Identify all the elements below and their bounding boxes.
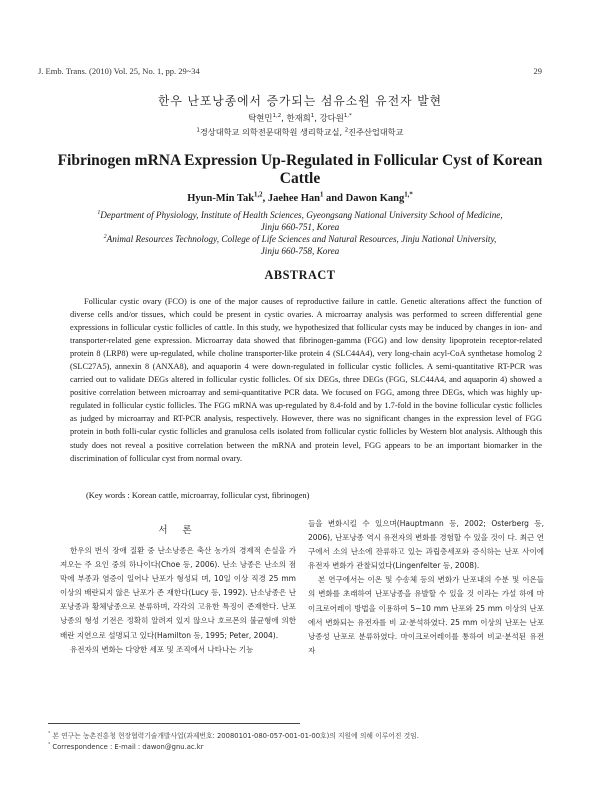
- journal-citation: J. Emb. Trans. (2010) Vol. 25, No. 1, pp. 29~34: [38, 66, 200, 76]
- korean-affiliation-2: 진주산업대학교: [348, 127, 404, 137]
- affil-sup: 2: [103, 233, 107, 240]
- intro-paragraph-3: 본 연구에서는 이온 및 수송체 등의 변화가 난포내의 수분 및 이온들의 변화를 초래하여 난포낭종을 유발할 수 있을 것 이라는 가설 하에 마이크로어레이 방법을 이용하여 5~10 mm 난포와 25 mm 이상의 난포에서 변화되는 유전자를 비 교·분석하였다. 25 mm 이상의 난포는 난포낭종성 난포로 분류하였다. 마이크로어레이를 통하여 비교·분석된 유전자: [308, 575, 545, 655]
- intro-paragraph-1: 한우의 번식 장애 질환 중 난소낭종은 축산 농가의 경제적 손실을 가져오는 주 요인 중의 하나이다(Choe 등, 2006). 난소 낭종은 난소의 점막에 부종과 염증이 일어나 난포가 형성되 며, 10일 이상 직경 25 mm 이상의 배란되지 않은 난포가 존 재한다(Lucy 등, 1992). 난소낭종은 난포낭종과 황체낭종으로 분류하며, 각각의 고유한 특징이 존재한다. 난포낭종의 형성 기전은 정확히 알려져 있지 않으나 호르몬의 불균형에 의한 배란 지연으로 설명되고 있다(Hamilton 등, 1995; Peter, 2004).: [60, 546, 297, 640]
- english-title: Fibrinogen mRNA Expression Up-Regulated in Follicular Cyst of Korean Cattle: [57, 152, 543, 187]
- author-sup: 1,2: [272, 113, 282, 120]
- affil-sup: 1: [97, 209, 101, 216]
- korean-affiliations: [0, 127, 600, 138]
- korean-title: 한우 난포낭종에서 증가되는 섬유소원 유전자 발현: [157, 94, 443, 108]
- korean-author: 강다원: [319, 113, 344, 123]
- english-author: Jaehee Han: [267, 193, 321, 204]
- funding-footnote: * 본 연구는 농촌진흥청 현장협력기술개발사업(과제번호: 20080101-080-057-001-01-00호)의 지원에 의해 이루어진 것임.: [48, 731, 419, 740]
- intro-heading: 서 론: [158, 525, 198, 536]
- intro-paragraph-2: 유전자의 변화는 다양한 세포 및 조직에서 나타나는 기능: [70, 644, 254, 654]
- intro-left-column: [60, 544, 296, 657]
- affiliation-line: $^2$Animal Resources Technology, College of Life Sciences and Natural Resources, Jinju National University,: [103, 233, 497, 244]
- korean-authors: 탁현민$^{1,2}$, 한재희$^1$, 강다원$^{1,*}$: [248, 113, 352, 123]
- abstract-heading: ABSTRACT: [264, 268, 336, 282]
- english-author: Dawon Kang: [345, 193, 405, 204]
- affil-sup: 1: [196, 127, 200, 134]
- english-authors: Hyun-Min Tak$^{1,2}$, Jaehee Han$^1$ and Dawon Kang$^{1,*}$: [187, 191, 413, 204]
- author-sup: 1: [310, 113, 315, 120]
- affil-sup: 2: [344, 127, 349, 134]
- korean-author: 탁현민: [248, 113, 273, 123]
- affiliation-line: $^1$Department of Physiology, Institute of Health Sciences, Gyeongsang National University School of Medicine,: [97, 209, 503, 220]
- abstract-body: Follicular cystic ovary (FCO) is one of the major causes of reproductive failure in cattle. Genetic alterations affect the function of diverse cells and/or tissues, which could be present in cystic ovaries. A microarray analysis was performed to screen differential gene expressions in follicular cystic follicles of cattle. In this study, we hypothesized that follicular cysts may be induced by changes in ion- and transporter-related gene expression. Microarray data showed that fibrinogen-gamma (FGG) and low density lipoprotein receptor-related protein 8 (LRP8) were up-regulated, while choline transporter-like protein 4 (SLC44A4), very long-chain acyl-CoA synthetase homolog 2 (SLC27A5), annexin 8 (ANXA8), and aquaporin 4 were down-regulated in follicular cystic follicles. A semi-quantitative RT-PCR was carried out to validate DEGs altered in follicular cystic follicles. Of six DEGs, three DEGs (FGG, SLC44A4, and aquaporin 4) showed a positive correlation between microarray and semi-quantitative PCR data. We focused on FGG, among three DEGs, which was highly up-regulated in follicular cystic follicles. The FGG mRNA was up-regulated by 8.4-fold and by 1.7-fold in the bovine follicular cystic follicles as judged by microarray and RT-PCR analysis, respectively. However, there was no significant changes in the expression level of FGG protein in both folli-cular cystic follicles and granulosa cells isolated from follicular cystic follicles by Western blot analysis. Although this study does not reveal a positive correlation between the mRNA and protein level, FGG appears to be an important biomarker in the discrimination of follicular cyst from normal ovary.: [70, 297, 543, 463]
- intro-paragraph-2-cont: 들을 변화시킬 수 있으며(Hauptmann 등, 2002; Osterberg 등, 2006), 난포낭종 역시 유전자의 변화를 경험할 수 있을 것이 다. 최근 연구에서 소의 난소에 잔류하고 있는 과립층세포와 증식하는 난포 사이에 유전자 변화가 관찰되었다(Lingenfelter 등, 2008).: [308, 519, 544, 571]
- english-author: Hyun-Min Tak: [187, 193, 255, 204]
- author-sup: 1,*: [404, 191, 413, 199]
- running-header: [38, 66, 542, 76]
- english-affiliation-1: [40, 209, 560, 233]
- correspondence-footnote: * Correspondence : E-mail : dawon@gnu.ac.kr: [48, 742, 204, 751]
- korean-affiliation-1: 경상대학교 의학전문대학원 생리학교실,: [199, 127, 343, 137]
- affiliation-line: Jinju 660-758, Korea: [260, 246, 340, 256]
- intro-right-column: [308, 517, 544, 658]
- author-sup: 1,*: [343, 113, 352, 120]
- korean-author: 한재희: [286, 113, 311, 123]
- keywords: (Key words : Korean cattle, microarray, follicular cyst, fibrinogen): [86, 491, 310, 500]
- footnote-divider: [48, 723, 300, 724]
- affiliation-line: Jinju 660-751, Korea: [260, 222, 340, 232]
- page-number: 29: [533, 66, 542, 76]
- author-sup: 1,2: [254, 191, 263, 199]
- english-affiliation-2: [40, 233, 560, 257]
- author-sup: 1: [320, 191, 324, 199]
